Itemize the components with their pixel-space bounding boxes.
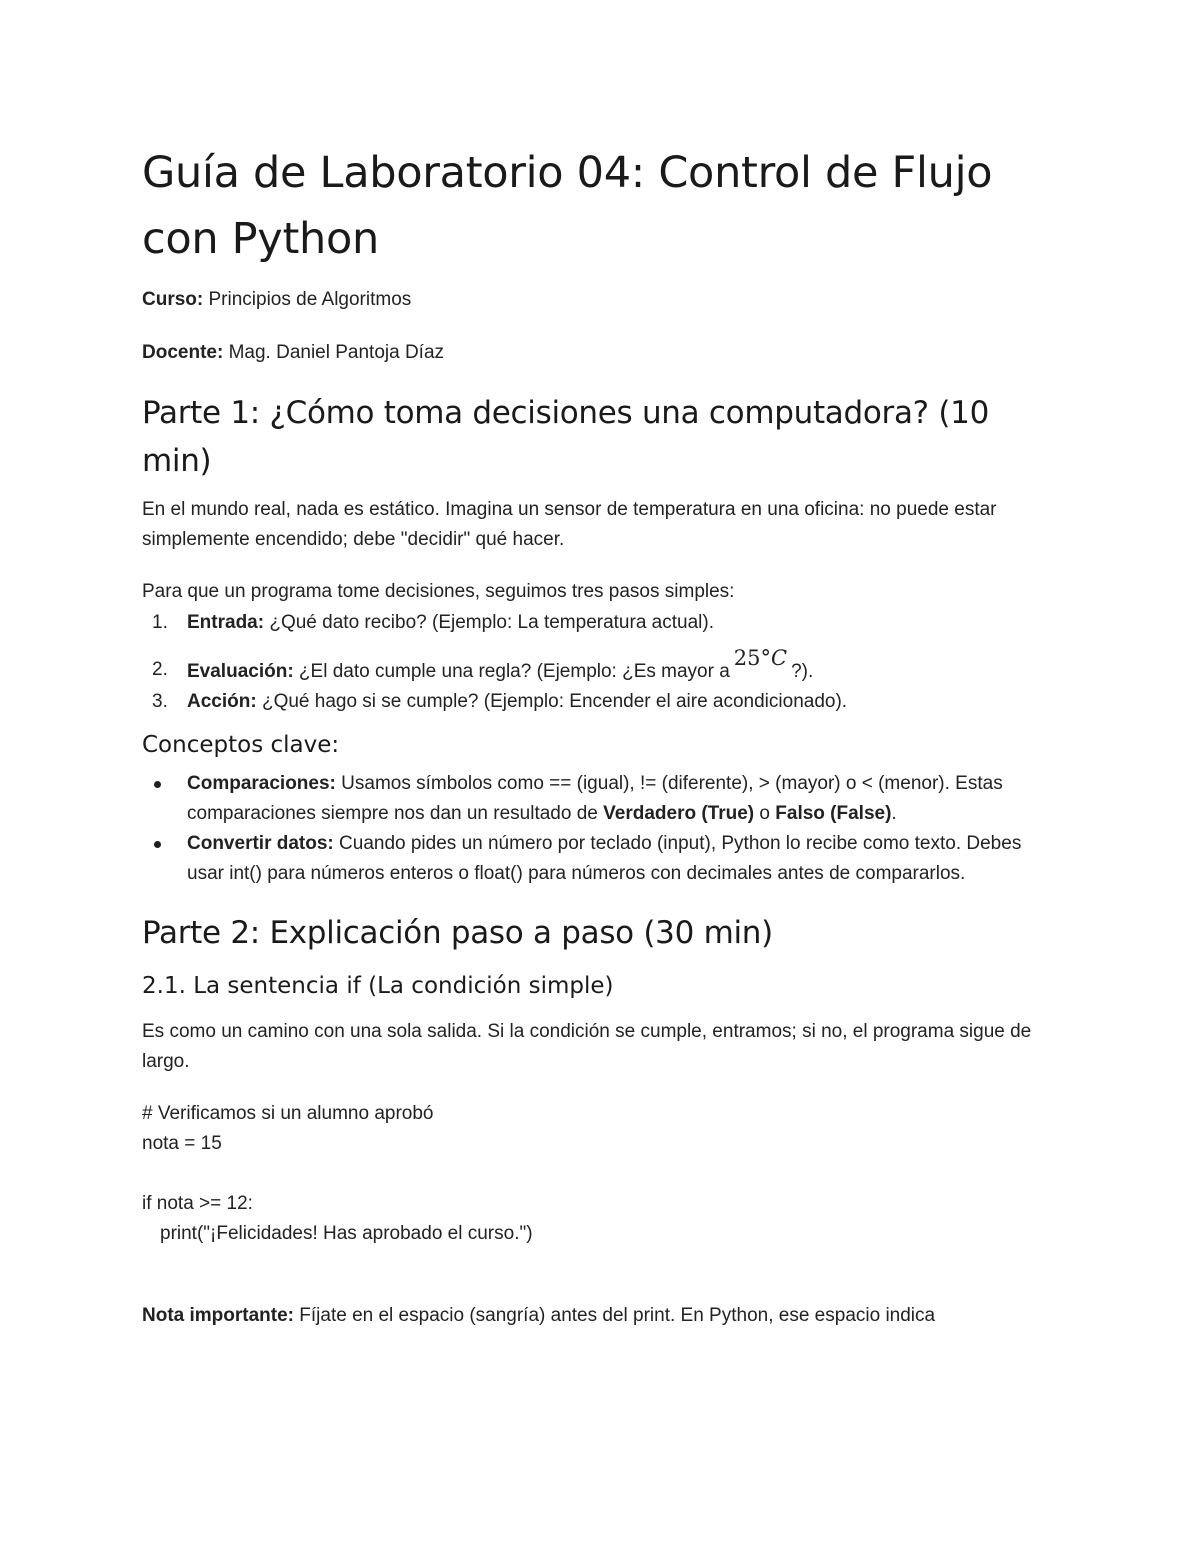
step-text-after: ?). (791, 661, 814, 682)
list-number: 1. (152, 612, 168, 633)
code-line: # Verificamos si un alumno aprobó (142, 1103, 434, 1124)
teacher-label: Docente: (142, 342, 224, 363)
important-note (142, 1301, 1062, 1331)
subsection-heading: 2.1. La sentencia if (La condición simple) (142, 973, 614, 999)
teacher-line (142, 339, 1062, 367)
bullet-icon (154, 781, 161, 788)
code-line (142, 1159, 1062, 1189)
section-heading-part1: Parte 1: ¿Cómo toma decisiones una computadora? (10 min) (142, 395, 990, 479)
document-title: Guía de Laboratorio 04: Control de Flujo con Python (142, 148, 993, 264)
concept-text: . (891, 803, 897, 824)
concept-label: Convertir datos: (187, 833, 334, 854)
concept-bold: Falso (False) (775, 803, 892, 824)
math-unit: C (771, 646, 788, 670)
course-label: Curso: (142, 289, 204, 310)
course-value: Principios de Algoritmos (203, 289, 412, 310)
list-number: 2. (152, 659, 168, 680)
concept-text: Cuando pides un número por teclado (input), Python lo recibe como texto. Debes usar int() para números enteros o float() para números con decimales antes de compararlos. (187, 833, 1022, 884)
code-line: nota = 15 (142, 1133, 222, 1154)
section-heading-part2: Parte 2: Explicación paso a paso (30 min) (142, 915, 773, 951)
list-item (142, 687, 1062, 717)
bullet-icon (154, 841, 161, 848)
concept-bold: Verdadero (True) (603, 803, 755, 824)
list-number: 3. (152, 691, 168, 712)
step-label: Entrada: (187, 612, 265, 633)
code-line: if nota >= 12: (142, 1193, 253, 1214)
step-label: Evaluación: (187, 661, 294, 682)
concept-text: Usamos símbolos como == (igual), != (diferente), > (mayor) o < (menor). Estas comparaciones siempre nos dan un resultado de (187, 773, 1003, 824)
steps-list (142, 608, 1062, 717)
math-expression (734, 646, 787, 670)
concept-label: Comparaciones: (187, 773, 336, 794)
steps-intro: Para que un programa tome decisiones, seguimos tres pasos simples: (142, 581, 735, 602)
math-value: 25° (733, 646, 772, 670)
list-item (142, 646, 1062, 687)
concepts-list (142, 769, 1062, 889)
note-text: Fíjate en el espacio (sangría) antes del print. En Python, ese espacio indica (294, 1305, 936, 1326)
step-text: ¿Qué hago si se cumple? (Ejemplo: Encender el aire acondicionado). (256, 691, 848, 712)
part1-intro: En el mundo real, nada es estático. Imagina un sensor de temperatura en una oficina: no puede estar simplemente encendido; debe "decidir" qué hacer. (142, 499, 997, 550)
step-text: ¿El dato cumple una regla? (Ejemplo: ¿Es mayor a (293, 661, 730, 682)
document-page (142, 140, 1062, 1331)
step-label: Acción: (187, 691, 257, 712)
list-item (142, 769, 1062, 829)
code-block (142, 1099, 1062, 1249)
course-line (142, 286, 1062, 314)
list-item (142, 829, 1062, 889)
list-item (142, 608, 1062, 638)
step-text: ¿Qué dato recibo? (Ejemplo: La temperatura actual). (264, 612, 714, 633)
part2-intro: Es como un camino con una sola salida. Si la condición se cumple, entramos; si no, el programa sigue de largo. (142, 1021, 1032, 1072)
note-label: Nota importante: (142, 1305, 294, 1326)
key-concepts-heading: Conceptos clave: (142, 732, 340, 758)
code-line: print("¡Felicidades! Has aprobado el curso.") (160, 1223, 533, 1244)
teacher-value: Mag. Daniel Pantoja Díaz (223, 342, 445, 363)
concept-text: o (754, 803, 776, 824)
